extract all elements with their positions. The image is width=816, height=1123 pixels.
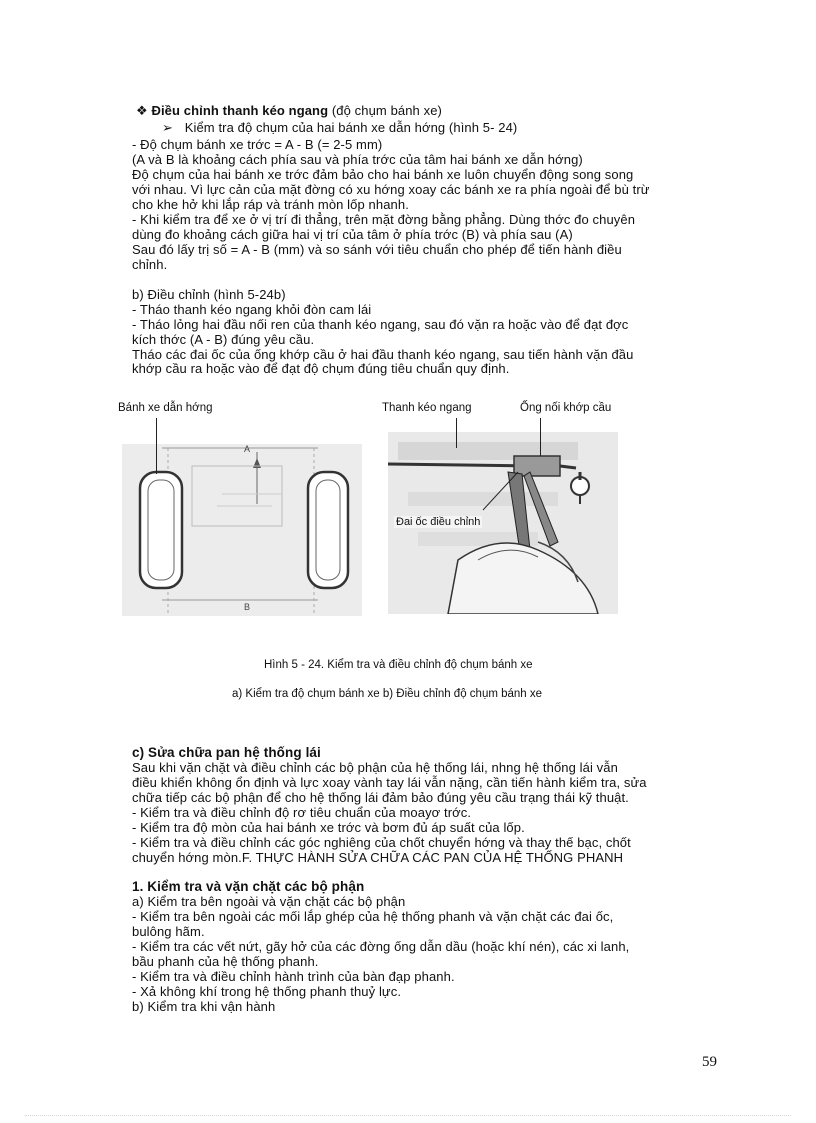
heading-bold-text: Điều chỉnh thanh kéo ngang [151, 103, 329, 118]
paragraph-line: chuyển hớng mòn.F. THỰC HÀNH SỬA CHỮA CÁC PAN CỦA HỆ THỐNG PHANH [132, 850, 624, 865]
paragraph-line: - Xả không khí trong hệ thống phanh thuỷ lực. [132, 984, 402, 999]
leader-line [540, 418, 541, 456]
dimension-b-label: B [244, 602, 251, 612]
section-c-heading: c) Sửa chữa pan hệ thống lái [132, 745, 321, 760]
label-steering-wheel: Bánh xe dẫn hớng [118, 402, 213, 414]
paragraph-line: với nhau. Vì lực cản của mặt đờng có xu hớng xoay các bánh xe ra phía ngoài để bù trừ [132, 182, 650, 197]
paragraph-line: chữa tiếp các bộ phận để cho hệ thống lái đảm bảo đúng yêu cầu trạng thái kỹ thuật. [132, 790, 629, 805]
label-tie-rod: Thanh kéo ngang [382, 402, 472, 414]
label-adjusting-nut: Đai ốc điều chỉnh [396, 516, 481, 528]
dimension-a-label: A [244, 444, 251, 454]
figure-tie-rod-adjust [388, 432, 618, 614]
figure-subcaption: a) Kiểm tra độ chụm bánh xe b) Điều chỉnh độ chụm bánh xe [232, 688, 543, 700]
page-number: 59 [702, 1054, 717, 1070]
paragraph-line: - Kiểm tra bên ngoài các mối lắp ghép của hệ thống phanh và vặn chặt các đai ốc, [132, 909, 614, 924]
paragraph-line: Độ chụm của hai bánh xe trớc đảm bảo cho hai bánh xe luôn chuyển động song song [132, 167, 634, 182]
paragraph-line: bulông hãm. [132, 924, 205, 939]
section-b-title: b) Điều chỉnh (hình 5-24b) [132, 287, 286, 302]
figure-toe-in-check [122, 444, 362, 616]
figure-toe-in-check-drawing [122, 444, 362, 616]
paragraph-line: - Khi kiểm tra để xe ở vị trí đi thẳng, trên mặt đờng bằng phẳng. Dùng thớc đo chuyên [132, 212, 636, 227]
paragraph-line: Tháo các đai ốc của ống khớp cầu ở hai đầu thanh kéo ngang, sau tiến hành vặn đầu [132, 347, 634, 362]
paragraph-line: - Kiểm tra độ mòn của hai bánh xe trớc và bơm đủ áp suất của lốp. [132, 820, 525, 835]
paragraph-line: cho khe hở khi lắp ráp và tránh mòn lốp nhanh. [132, 197, 409, 212]
diamond-bullet-icon: ❖ [136, 103, 148, 118]
paragraph-line: Sau đó lấy trị số = A - B (mm) và so sánh với tiêu chuẩn cho phép để tiến hành điều [132, 242, 622, 257]
paragraph-line: (A và B là khoảng cách phía sau và phía trớc của tâm hai bánh xe dẫn hớng) [132, 152, 583, 167]
paragraph-line: kích thớc (A - B) đúng yêu cầu. [132, 332, 315, 347]
paragraph-line: - Kiểm tra và điều chỉnh các góc nghiêng của chốt chuyển hớng và thay thế bạc, chốt [132, 835, 631, 850]
paragraph-line: dùng đo khoảng cách giữa hai vị trí của tâm ở phía trớc (B) và phía sau (A) [132, 227, 573, 242]
paragraph-line: bầu phanh của hệ thống phanh. [132, 954, 319, 969]
section-1-heading: 1. Kiểm tra và vặn chặt các bộ phận [132, 879, 365, 894]
arrow-list-item [162, 121, 517, 135]
leader-line [156, 418, 157, 474]
paragraph-line: - Tháo lỏng hai đầu nối ren của thanh kéo ngang, sau đó vặn ra hoặc vào để đạt đợc [132, 317, 629, 332]
heading-rest-text: (độ chụm bánh xe) [328, 103, 442, 118]
paragraph-line: b) Kiểm tra khi vận hành [132, 999, 276, 1014]
paragraph-line: - Tháo thanh kéo ngang khỏi đòn cam lái [132, 302, 372, 317]
paragraph-line: - Kiểm tra và điều chỉnh hành trình của bàn đạp phanh. [132, 969, 455, 984]
paragraph-line: - Kiểm tra các vết nứt, gãy hở của các đờng ống dẫn dầu (hoặc khí nén), các xi lanh, [132, 939, 630, 954]
paragraph-line: khớp cầu ra hoặc vào để đạt độ chụm đúng tiêu chuẩn quy định. [132, 361, 510, 376]
paragraph-line: - Độ chụm bánh xe trớc = A - B (= 2-5 mm) [132, 137, 383, 152]
paragraph-line: - Kiểm tra và điều chỉnh độ rơ tiêu chuẩn của moayơ trớc. [132, 805, 472, 820]
arrow-item-text: Kiểm tra độ chụm của hai bánh xe dẫn hớng (hình 5- 24) [184, 120, 518, 135]
footer-divider [25, 1115, 791, 1116]
arrow-bullet-icon: ➢ [162, 120, 173, 135]
figure-caption: Hình 5 - 24. Kiểm tra và điều chỉnh độ chụm bánh xe [264, 659, 533, 671]
paragraph-line: a) Kiểm tra bên ngoài và vặn chặt các bộ phận [132, 894, 406, 909]
paragraph-line: Sau khi vặn chặt và điều chỉnh các bộ phận của hệ thống lái, nhng hệ thống lái vẫn [132, 760, 618, 775]
paragraph-line: chỉnh. [132, 257, 168, 272]
section-heading-adjust-tie-rod [136, 104, 442, 118]
paragraph-line: điều khiển không ổn định và lực xoay vành tay lái vẫn nặng, cần tiến hành kiểm tra, sửa [132, 775, 647, 790]
leader-line [456, 418, 457, 448]
label-ball-joint-sleeve: Ống nối khớp cầu [520, 402, 612, 414]
